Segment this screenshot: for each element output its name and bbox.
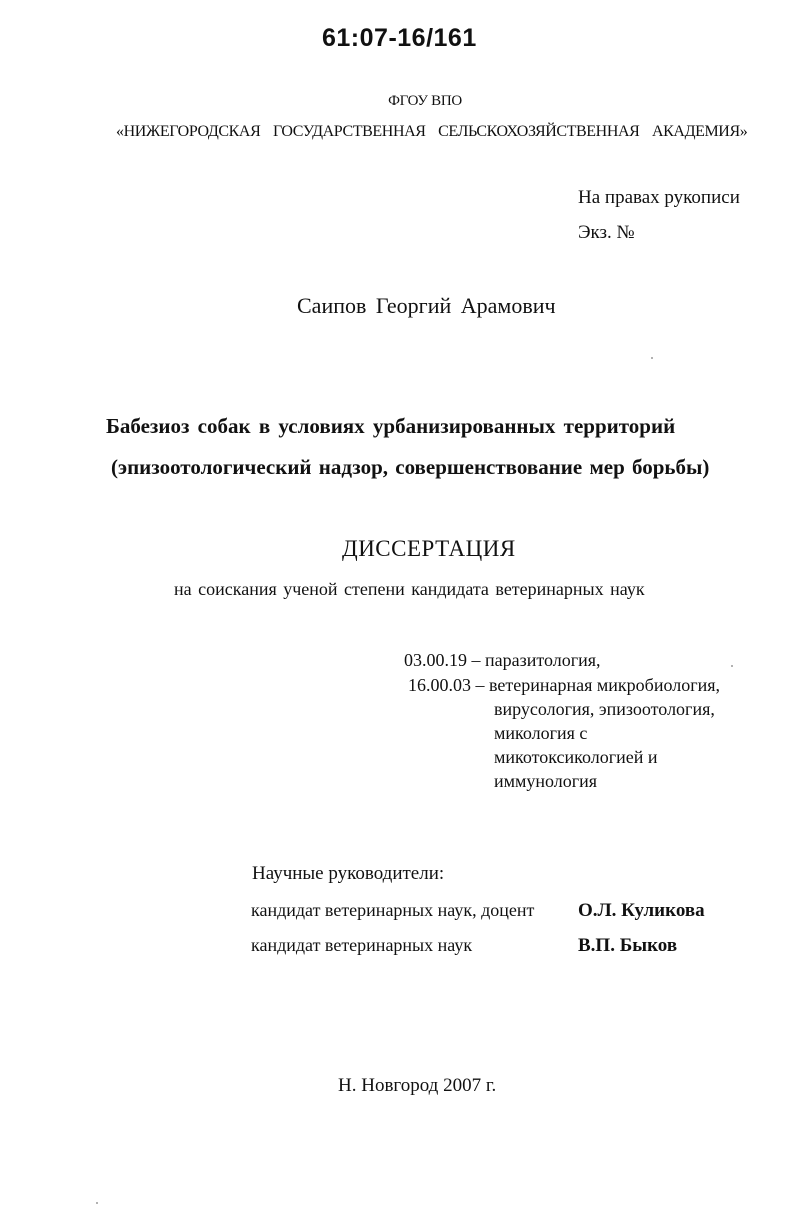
specialty-line-1: 03.00.19 – паразитология, bbox=[404, 650, 601, 670]
specialty-continuation: вирусология, эпизоотология, bbox=[494, 699, 715, 719]
degree-statement: на соискания ученой степени кандидата ветеринарных наук bbox=[174, 579, 645, 599]
manuscript-rights-note: На правах рукописи bbox=[578, 187, 740, 208]
document-type: ДИССЕРТАЦИЯ bbox=[342, 536, 516, 561]
catalog-code: 61:07-16/161 bbox=[322, 24, 477, 52]
specialty-continuation: микология с bbox=[494, 723, 588, 743]
place-and-year: Н. Новгород 2007 г. bbox=[338, 1075, 497, 1096]
scan-speck bbox=[651, 357, 653, 359]
supervisor-name: В.П. Быков bbox=[578, 935, 678, 956]
specialty-continuation: микотоксикологией и bbox=[494, 747, 658, 767]
thesis-title-line-2: (эпизоотологический надзор, совершенствование мер борьбы) bbox=[111, 455, 710, 479]
specialty-line-2: 16.00.03 – ветеринарная микробиология, bbox=[408, 675, 720, 695]
supervisor-name: О.Л. Куликова bbox=[578, 900, 705, 921]
institution-full-name: «НИЖЕГОРОДСКАЯ ГОСУДАРСТВЕННАЯ СЕЛЬСКОХОЗЯЙСТВЕННАЯ АКАДЕМИЯ» bbox=[116, 123, 748, 140]
author-name: Саипов Георгий Арамович bbox=[297, 293, 556, 318]
institution-short-name: ФГОУ ВПО bbox=[388, 93, 462, 109]
supervisor-title: кандидат ветеринарных наук bbox=[251, 935, 473, 955]
supervisors-heading: Научные руководители: bbox=[252, 863, 445, 884]
scan-speck bbox=[731, 665, 733, 667]
specialty-continuation: иммунология bbox=[494, 771, 598, 791]
scan-speck bbox=[96, 1202, 98, 1204]
copy-number-label: Экз. № bbox=[578, 222, 635, 243]
supervisor-title: кандидат ветеринарных наук, доцент bbox=[251, 900, 535, 920]
thesis-title-line-1: Бабезиоз собак в условиях урбанизированных территорий bbox=[106, 414, 676, 438]
